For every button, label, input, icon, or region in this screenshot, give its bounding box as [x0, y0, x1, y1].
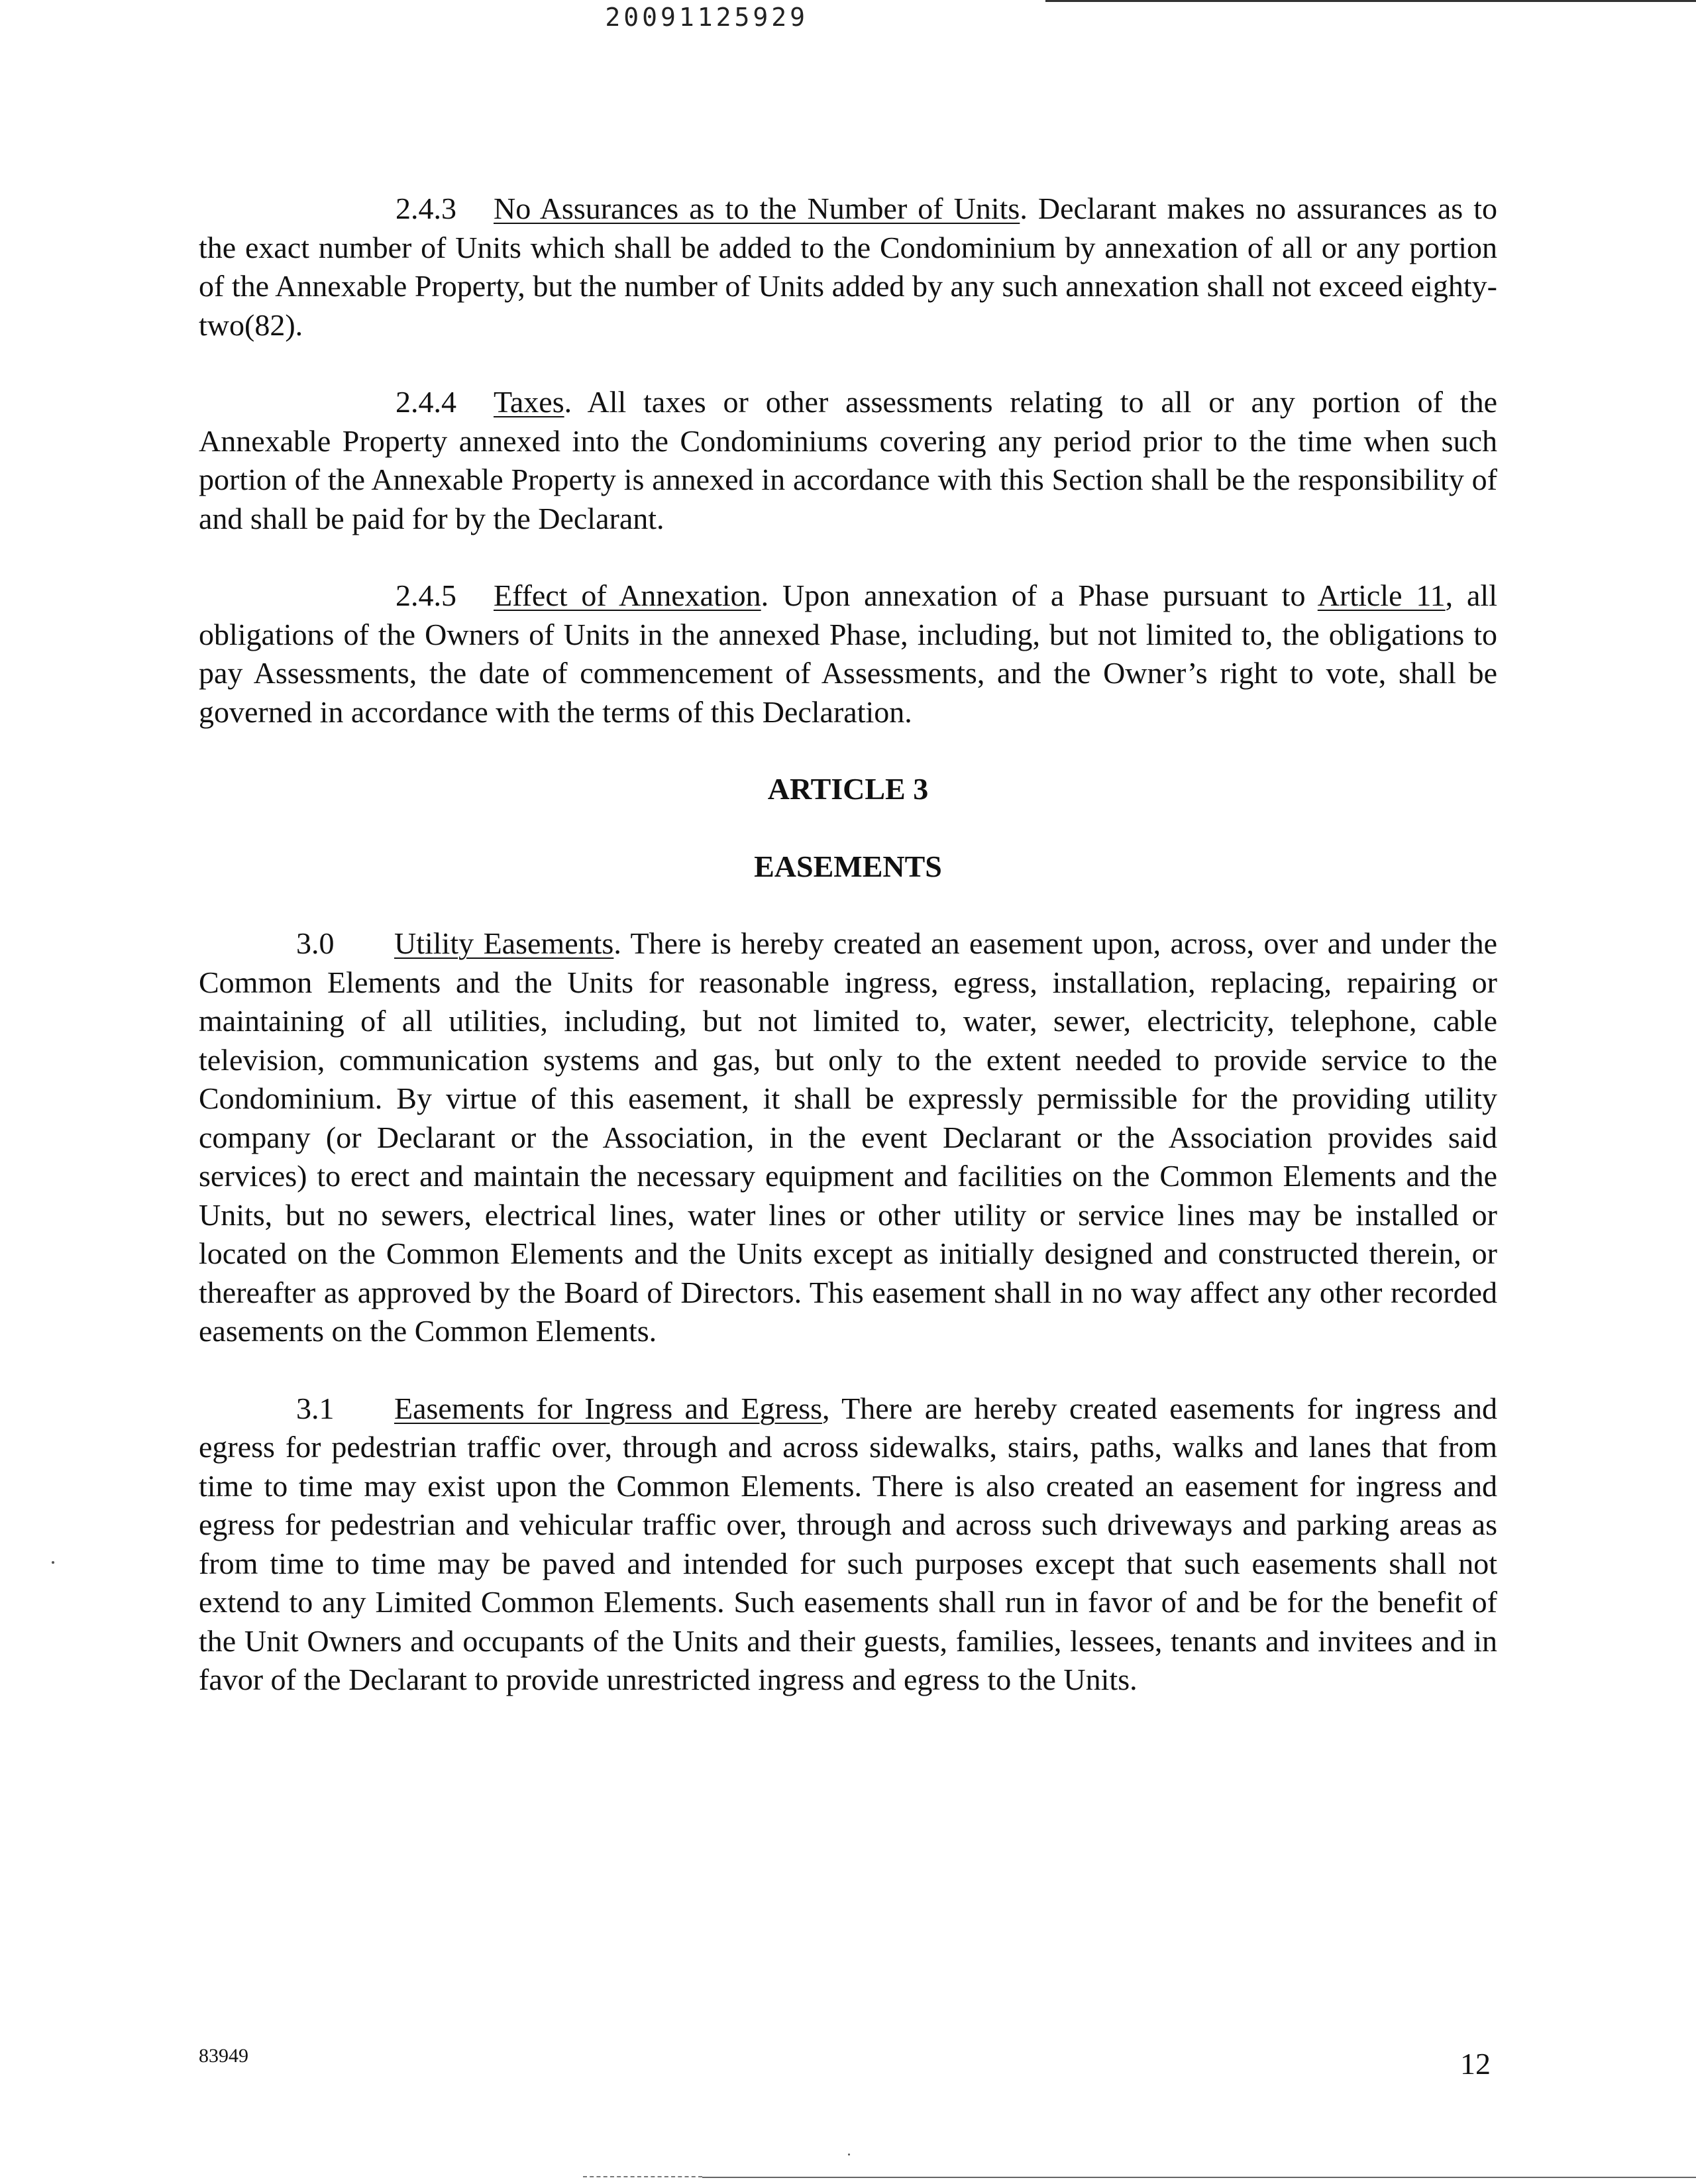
section-title: No Assurances as to the Number of Units: [494, 191, 1020, 225]
section-number: 2.4.4: [396, 385, 456, 419]
section-number: 2.4.3: [396, 191, 456, 225]
section-body: . Upon annexation of a Phase pursuant to: [761, 578, 1318, 612]
section-number: 3.0: [296, 926, 335, 960]
scan-speck: [848, 2154, 850, 2156]
section-number: 3.1: [296, 1391, 335, 1425]
top-rule: [1045, 0, 1696, 2]
bottom-rule: [702, 2177, 1696, 2178]
section-body: . Declarant makes no assurances as to the exact number of Units which shall be added to the Condominium by annexation of all or any portion of the Annexable Property, but the number of Units added by any such annexation shall not exceed eighty-two(82).: [199, 191, 1497, 342]
article-reference-link: Article 11: [1317, 578, 1446, 612]
section-body: , There are hereby created easements for ingress and egress for pedestrian traffic over, through and across sidewalks, stairs, paths, walks and lanes that from time to time may exist upon the Common Elements. There is also created an easement for ingress and egress for pedestrian and vehicular traffic over, through and across such driveways and parking areas as from time to time may be paved and intended for such purposes except that such easements shall not extend to any Limited Common Elements. Such easements shall run in favor of and be for the benefit of the Unit Owners and occupants of the Units and their guests, families, lessees, tenants and invitees and in favor of the Declarant to provide unrestricted ingress and egress to the Units.: [199, 1391, 1497, 1696]
section-title: Taxes: [494, 385, 564, 419]
recording-number: 20091125929: [605, 3, 808, 32]
scan-speck: [52, 1561, 54, 1564]
section-body-continued: , all obligations of the Owners of Units in the annexed Phase, including, but not limited to, the obligations to pay Assessments, the date of commencement of Assessments, and the Owner’s right to vote, shall be governed in accordance with the terms of this Declaration.: [199, 578, 1497, 729]
page-number: 12: [1460, 2047, 1491, 2081]
section-title: Easements for Ingress and Egress: [394, 1391, 823, 1425]
section-2-4-4: [199, 383, 1497, 538]
section-body: . There is hereby created an easement upon, across, over and under the Common Elements and the Units for reasonable ingress, egress, installation, replacing, repairing or maintaining of all utilities, including, but not limited to, water, sewer, electricity, telephone, cable television, communication systems and gas, but only to the extent needed to provide service to the Condominium. By virtue of this easement, it shall be expressly permissible for the providing utility company (or Declarant or the Association, in the event Declarant or the Association provides said services) to erect and maintain the necessary equipment and facilities on the Common Elements and the Units, but no sewers, electrical lines, water lines or other utility or service lines may be installed or located on the Common Elements and the Units except as initially designed and constructed therein, or thereafter as approved by the Board of Directors. This easement shall in no way affect any other recorded easements on the Common Elements.: [199, 926, 1498, 1348]
section-3-0: [199, 924, 1497, 1351]
section-3-1: [199, 1390, 1497, 1700]
footer-document-id: 83949: [199, 2045, 248, 2067]
section-2-4-3: [199, 190, 1497, 345]
section-title: Utility Easements: [394, 926, 614, 960]
section-title: Effect of Annexation: [494, 578, 761, 612]
bottom-scan-dashes: [583, 2176, 702, 2179]
article-number: ARTICLE 3: [767, 772, 929, 806]
section-number: 2.4.5: [396, 578, 456, 612]
document-body: [199, 190, 1497, 1738]
section-2-4-5: [199, 576, 1497, 732]
article-title: EASEMENTS: [754, 849, 942, 883]
section-body: . All taxes or other assessments relating to all or any portion of the Annexable Property annexed into the Condominiums covering any period prior to the time when such portion of the Annexable Property is annexed in accordance with this Section shall be the responsibility of and shall be paid for by the Declarant.: [199, 385, 1497, 535]
